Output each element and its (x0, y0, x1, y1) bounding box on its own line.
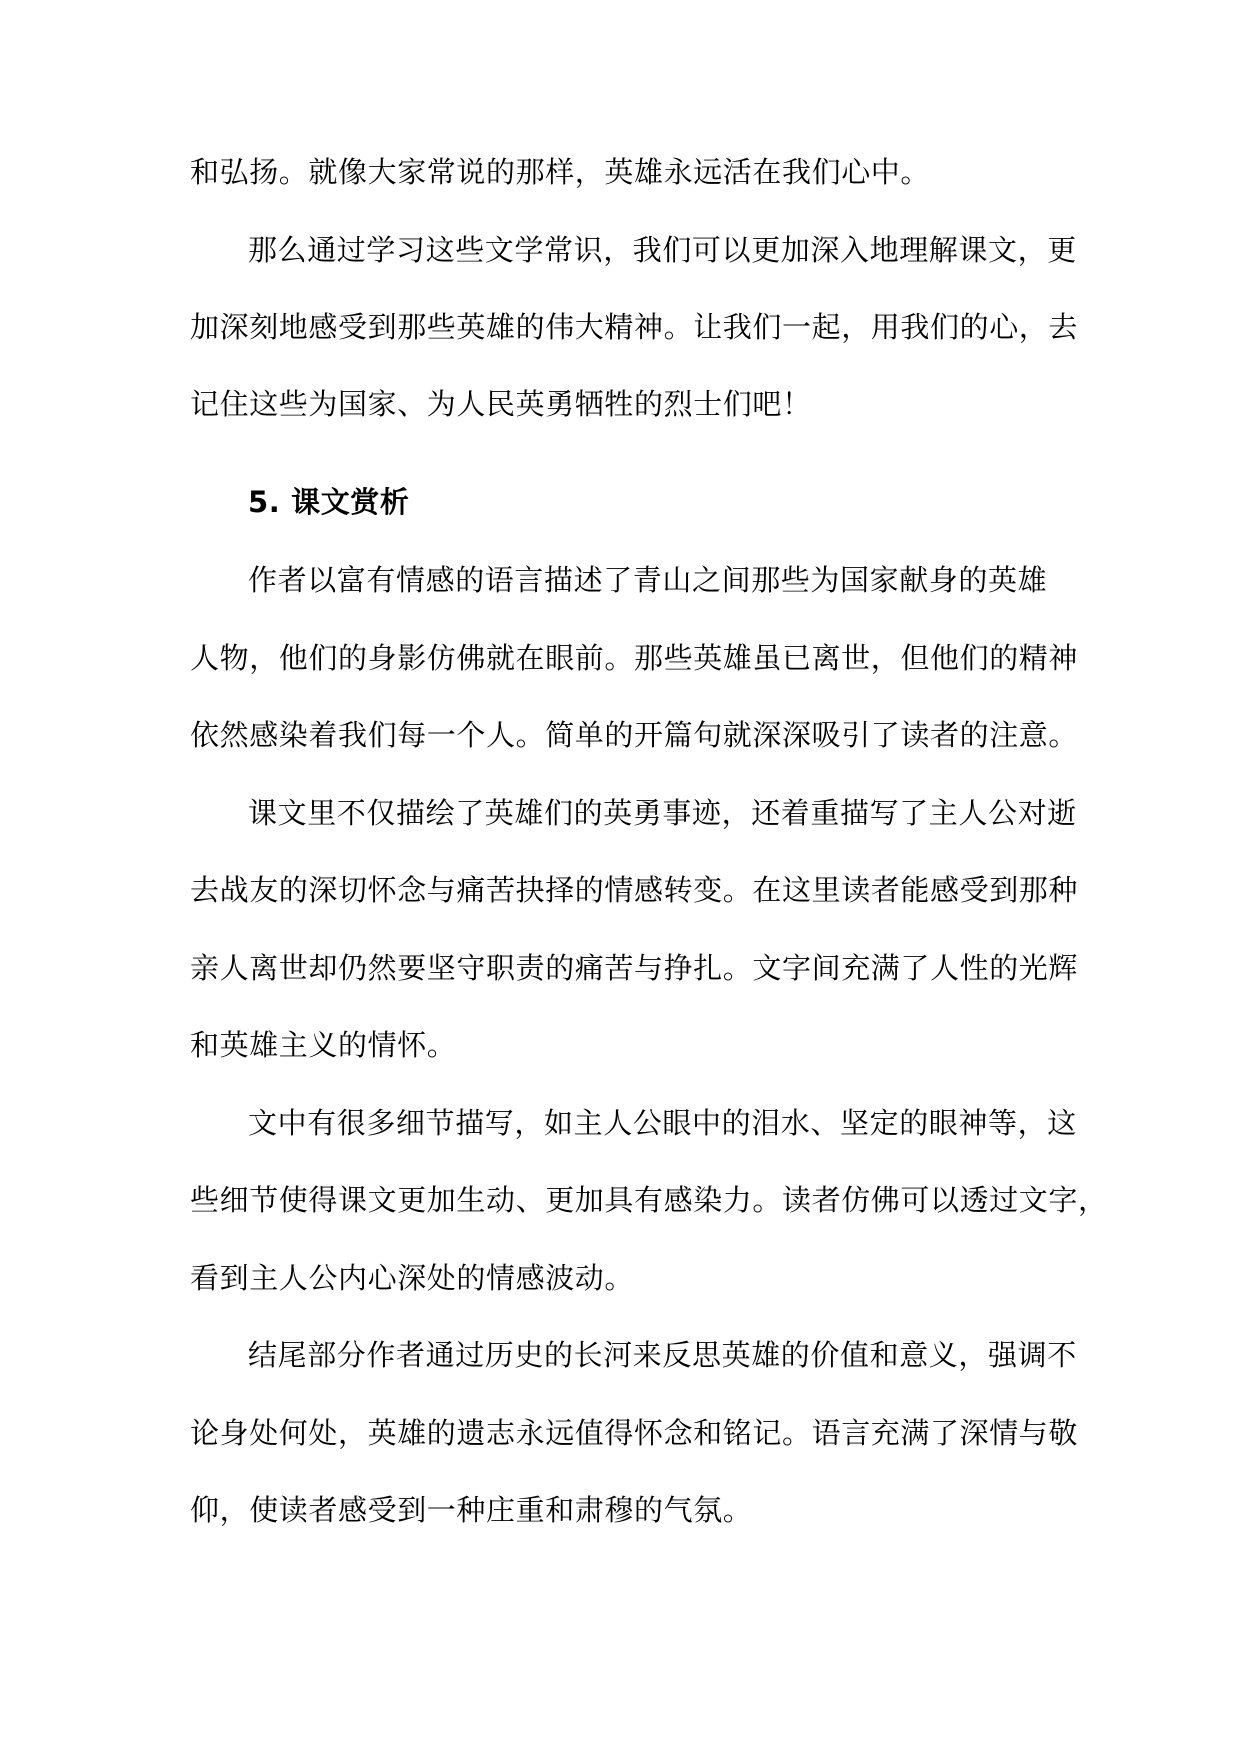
section-heading (248, 482, 1118, 522)
paragraph-line: 结尾部分作者通过历史的长河来反思英雄的价值和意义，强调不 (248, 1338, 1077, 1372)
paragraph-line: 看到主人公内心深处的情感波动。 (190, 1261, 635, 1295)
paragraph-line: 文中有很多细节描写，如主人公眼中的泪水、坚定的眼神等，这 (248, 1106, 1077, 1140)
paragraph-line: 依然感染着我们每一个人。简单的开篇句就深深吸引了读者的注意。 (190, 718, 1079, 752)
paragraph-line: 仰，使读者感受到一种庄重和肃穆的气氛。 (190, 1493, 753, 1527)
paragraph-line: 那么通过学习这些文学常识，我们可以更加深入地理解课文，更 (248, 233, 1077, 267)
section-title: 课文赏析 (291, 485, 410, 519)
paragraph-line: 和弘扬。就像大家常说的那样，英雄永远活在我们心中。 (190, 155, 931, 189)
section-number: 5. (248, 485, 281, 519)
paragraph-line: 和英雄主义的情怀。 (190, 1028, 457, 1062)
paragraph-line: 人物，他们的身影仿佛就在眼前。那些英雄虽已离世，但他们的精神 (190, 641, 1079, 675)
paragraph-line: 些细节使得课文更加生动、更加具有感染力。读者仿佛可以透过文字， (190, 1183, 1108, 1217)
paragraph-line: 记住这些为国家、为人民英勇牺牲的烈士们吧！ (190, 387, 812, 421)
paragraph-line: 去战友的深切怀念与痛苦抉择的情感转变。在这里读者能感受到那种 (190, 873, 1079, 907)
paragraph-line: 作者以富有情感的语言描述了青山之间那些为国家献身的英雄 (248, 563, 1048, 597)
paragraph-line: 论身处何处，英雄的遗志永远值得怀念和铭记。语言充满了深情与敬 (190, 1416, 1079, 1450)
paragraph-line: 加深刻地感受到那些英雄的伟大精神。让我们一起，用我们的心，去 (190, 310, 1079, 344)
paragraph-line: 亲人离世却仍然要坚守职责的痛苦与挣扎。文字间充满了人性的光辉 (190, 951, 1079, 985)
paragraph-line: 课文里不仅描绘了英雄们的英勇事迹，还着重描写了主人公对逝 (248, 796, 1077, 830)
